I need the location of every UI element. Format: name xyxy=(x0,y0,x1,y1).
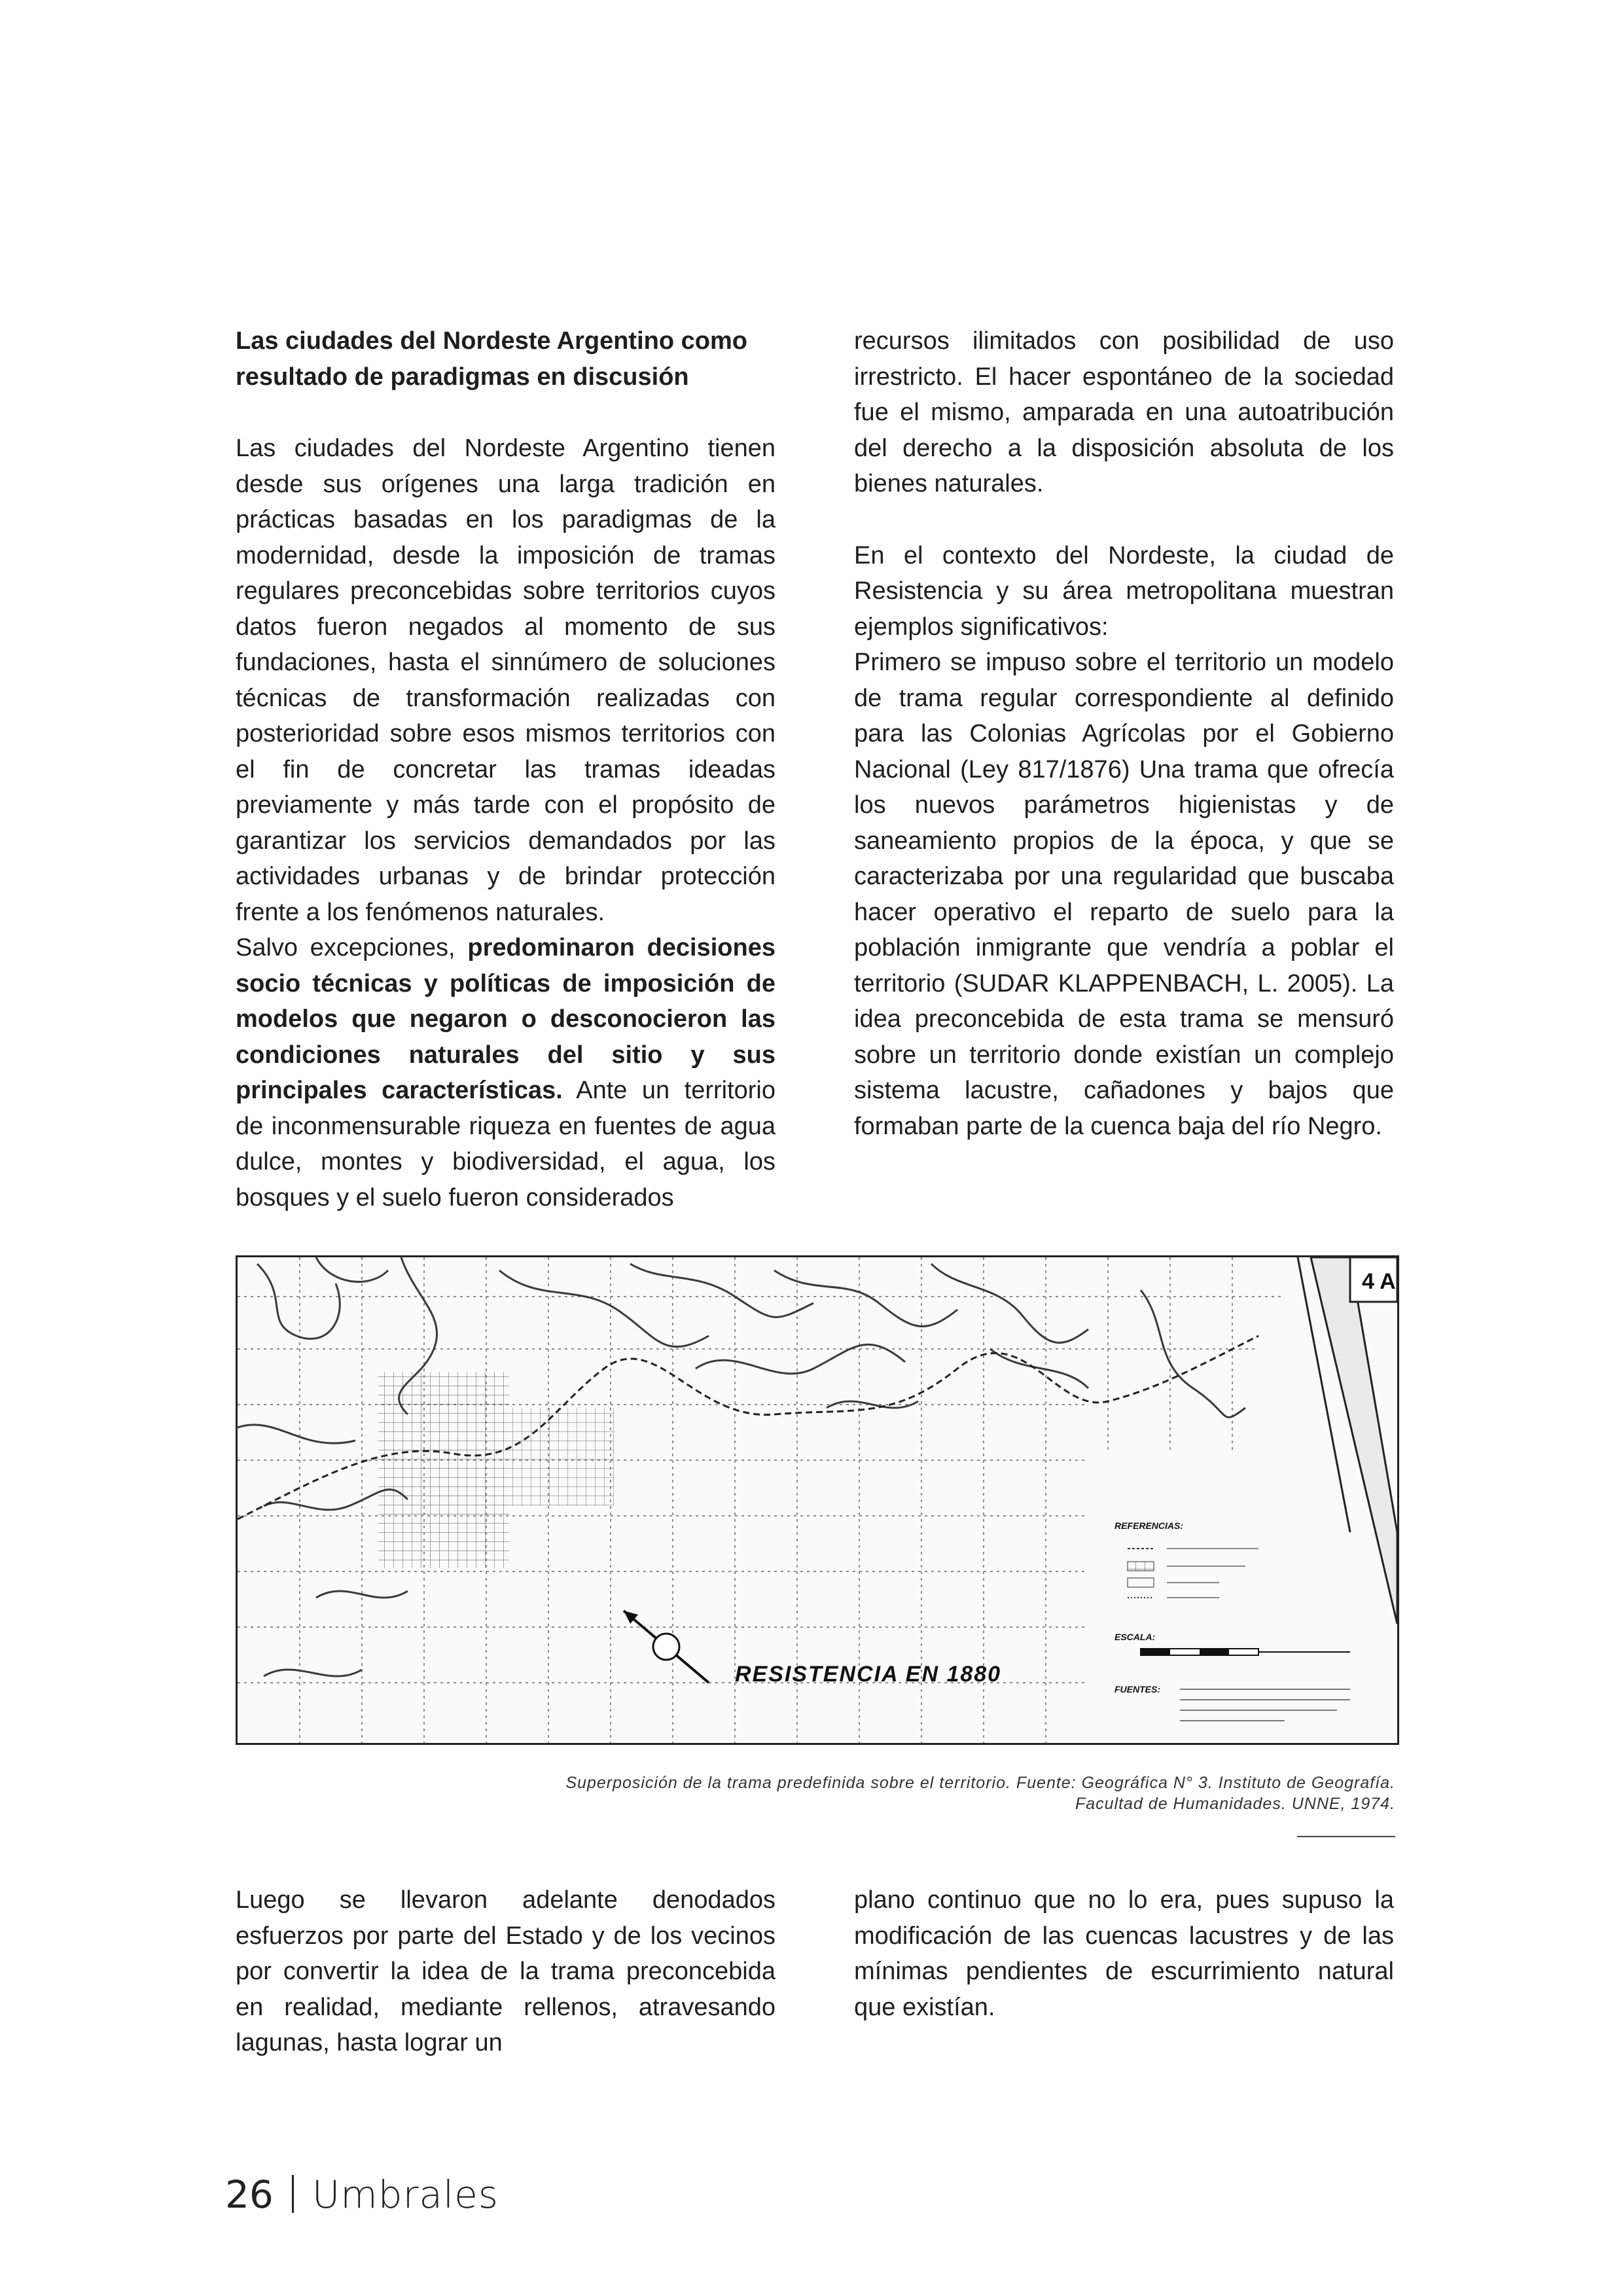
paragraph: Las ciudades del Nordeste Argentino tienen desde sus orígenes una larga tradición en prácticas basadas en los paradigmas de la modernidad, desde la imposición de tramas regulares preconcebidas sobre territorios cuyos datos fueron negados al momento de sus fundaciones, hasta el sinnúmero de soluciones técnicas de transformación realizadas con posterioridad sobre esos mismos territorios con el fin de concretar las tramas ideadas previamente y más tarde con el propósito de garantizar los servicios demandados por las actividades urbanas y de brindar protección frente a los fenómenos naturales. xyxy=(236,435,776,926)
publication-title: Umbrales xyxy=(312,2172,499,2217)
map-title: RESISTENCIA EN 1880 xyxy=(735,1662,1002,1687)
paragraph-text: Salvo excepciones, xyxy=(236,934,468,961)
map-sources xyxy=(1115,1684,1350,1721)
section-heading: Las ciudades del Nordeste Argentino como resultado de paradigmas en discusión xyxy=(236,327,747,391)
left-column-bottom xyxy=(236,1882,776,2061)
paragraph: plano continuo que no lo era, pues supuso la modificación de las cuencas lacustres y de las mínimas pendientes de escurrimiento natural que existían. xyxy=(854,1886,1394,2021)
map-scale xyxy=(1115,1632,1350,1655)
north-arrow xyxy=(624,1611,709,1683)
scale-label: ESCALA: xyxy=(1115,1632,1156,1642)
legend-title: REFERENCIAS: xyxy=(1115,1520,1184,1531)
caption-divider xyxy=(1297,1836,1395,1837)
caption-line: Facultad de Humanidades. UNNE, 1974. xyxy=(1075,1795,1395,1813)
map-drawing xyxy=(238,1257,1397,1743)
paragraph: Luego se llevaron adelante denodados esfuerzos por parte del Estado y de los vecinos por convertir la idea de la trama preconcebida en realidad, mediante rellenos, atravesando lagunas, hasta lograr un xyxy=(236,1886,776,2056)
paragraph: En el contexto del Nordeste, la ciudad de Resistencia y su área metropolitana muestran ejemplos significativos: xyxy=(854,541,1394,641)
paragraph: recursos ilimitados con posibilidad de uso irrestricto. El hacer espontáneo de la sociedad fue el mismo, amparada en una autoatribución del derecho a la disposición absoluta de los bienes naturales. xyxy=(854,327,1394,497)
emphasized-text: predominaron decisiones socio técnicas y políticas de imposición de modelos que negaron o desconocieron las condiciones naturales del sitio y sus principales características. xyxy=(236,934,776,1104)
footer-separator xyxy=(292,2175,294,2213)
right-column-bottom xyxy=(854,1882,1394,2025)
caption-line: Superposición de la trama predefinida sobre el territorio. Fuente: Geográfica N° 3. Instituto de Geografía. xyxy=(565,1774,1395,1792)
paragraph-text: Ante un territorio de inconmensurable riqueza en fuentes de agua dulce, montes y biodiversidad, el agua, los bosques y el suelo fueron considerados xyxy=(236,1077,776,1211)
parana-river-band xyxy=(1311,1257,1397,1624)
page-number: 26 xyxy=(225,2172,274,2217)
historical-map-figure xyxy=(236,1255,1399,1745)
town-grid xyxy=(378,1372,509,1568)
figure-caption xyxy=(236,1772,1395,1814)
right-column-top xyxy=(854,323,1394,1144)
map-legend xyxy=(1115,1520,1258,1598)
left-column-top xyxy=(236,323,776,1215)
town-grid-extension xyxy=(509,1408,614,1506)
paragraph: Primero se impuso sobre el territorio un modelo de trama regular correspondiente al definido para las Colonias Agrícolas por el Gobierno Nacional (Ley 817/1876) Una trama que ofrecía los nuevos parámetros higienistas y de saneamiento propios de la época, y que se caracterizaba por una regularidad que buscaba hacer operativo el reparto de suelo para la población inmigrante que vendría a poblar el territorio (SUDAR KLAPPENBACH, L. 2005). La idea preconcebida de esta trama se mensuró sobre un territorio donde existían un complejo sistema lacustre, cañadones y bajos que formaban parte de la cuenca baja del río Negro. xyxy=(854,649,1394,1140)
page-footer xyxy=(225,2172,499,2217)
paragraph xyxy=(236,930,776,1215)
plate-label: 4 A xyxy=(1362,1269,1396,1294)
sources-label: FUENTES: xyxy=(1115,1684,1160,1695)
